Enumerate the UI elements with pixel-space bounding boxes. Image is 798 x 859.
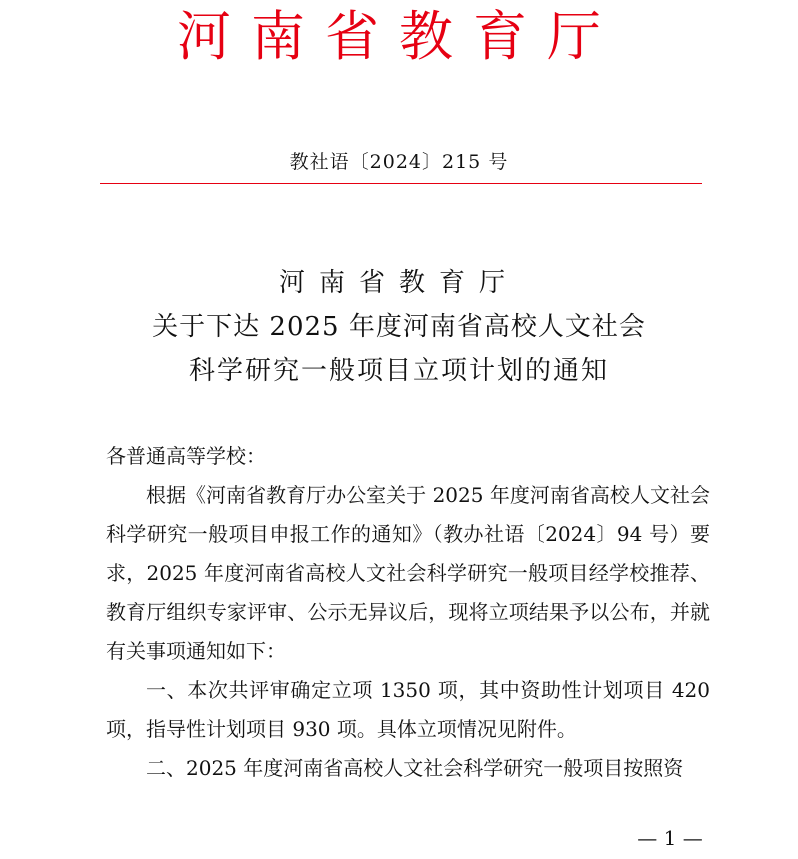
salutation: 各普通高等学校： — [106, 444, 266, 468]
red-divider-line — [100, 183, 702, 184]
title-line-3: 科学研究一般项目立项计划的通知 — [188, 356, 609, 386]
paragraph-item-2: 二、2025 年度河南省高校人文社会科学研究一般项目按照资 — [146, 756, 684, 780]
title-line-2: 关于下达 2025 年度河南省高校人文社会 — [152, 312, 646, 342]
document-body — [106, 437, 710, 788]
agency-masthead: 河南省教育厅 — [177, 5, 621, 68]
title-line-1: 河南省教育厅 — [278, 268, 519, 298]
paragraph-intro: 根据《河南省教育厅办公室关于 2025 年度河南省高校人文社会科学研究一般项目申报工作的通知》（教办社语〔2024〕94 号）要求，2025 年度河南省高校人文社会科学研究一般项目经学校推荐、教育厅组织专家评审、公示无异议后，现将立项结果予以公布，并就有关事项通知如下： — [106, 483, 710, 663]
paragraph-item-1: 一、本次共评审确定立项 1350 项，其中资助性计划项目 420 项，指导性计划项目 930 项。具体立项情况见附件。 — [106, 678, 710, 741]
document-number: 教社语〔2024〕215 号 — [289, 151, 509, 173]
page-number: — 1 — — [637, 826, 703, 850]
